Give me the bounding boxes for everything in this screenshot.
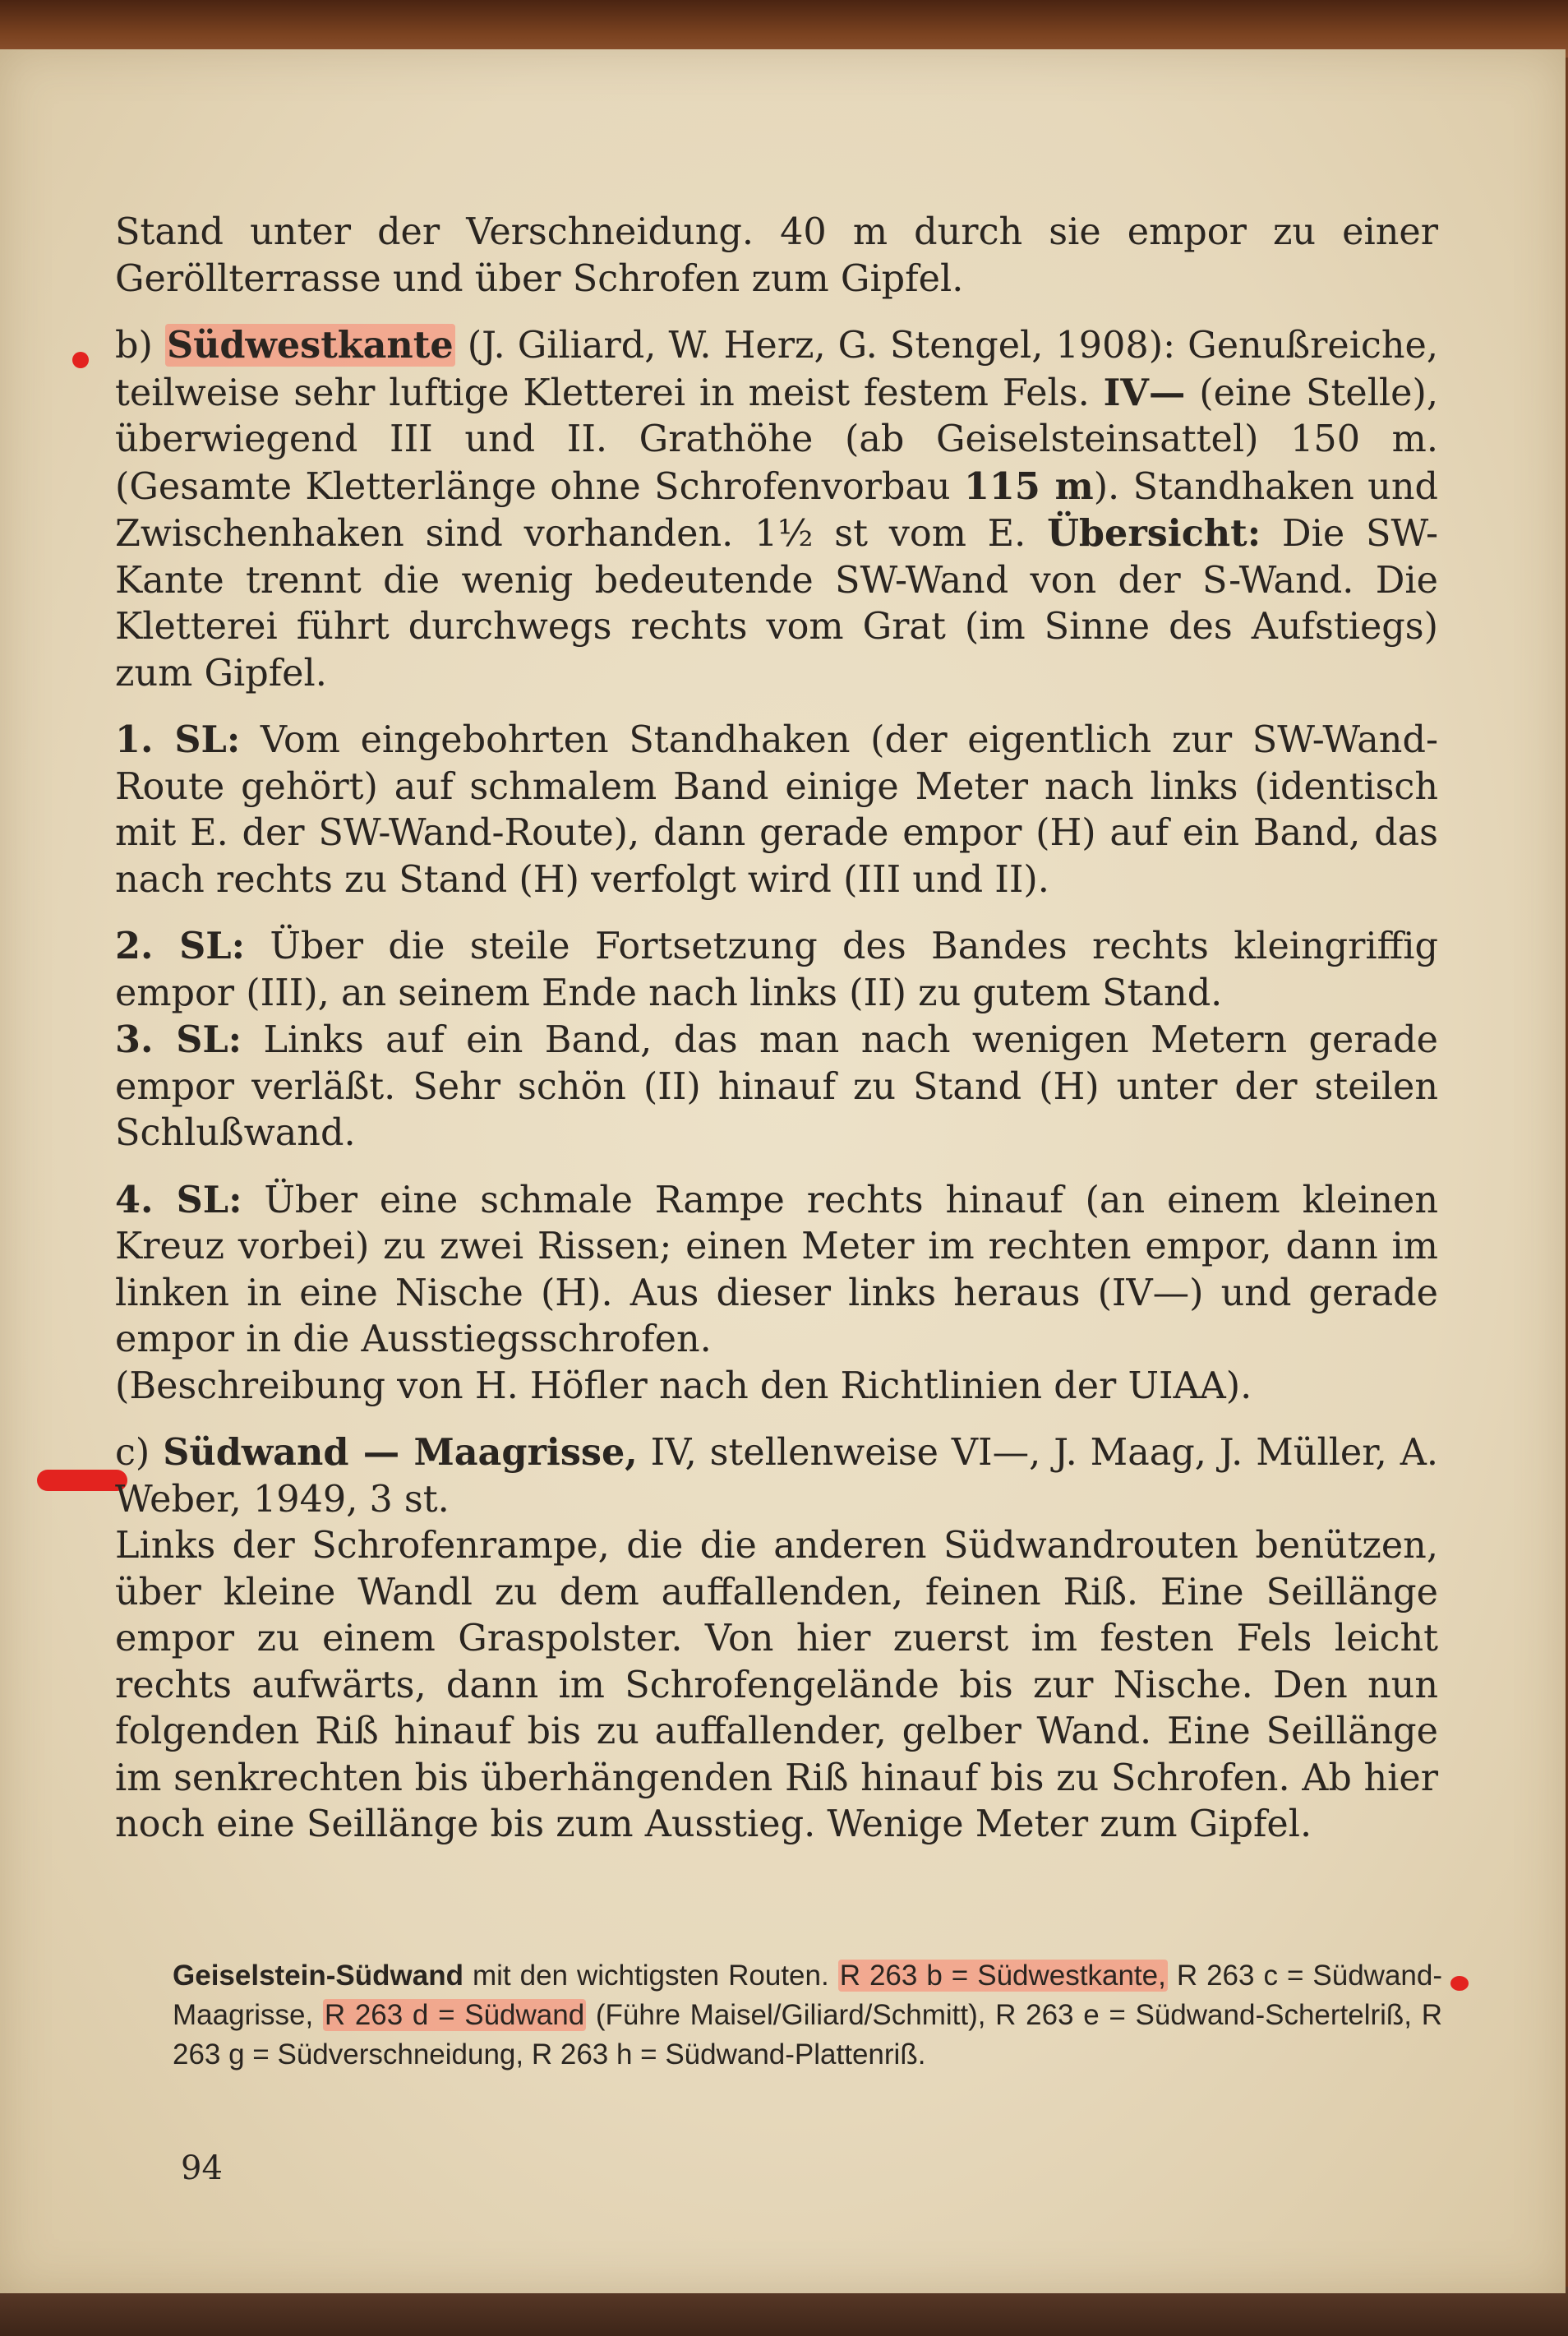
route-b-paragraph: [115, 322, 1438, 697]
route-c-header: [115, 1429, 1438, 1523]
wood-background-bottom: [0, 2287, 1568, 2336]
route-c-title: Südwand — Maagrisse,: [163, 1431, 638, 1474]
pitch-4-text: Über eine schmale Rampe rechts hinauf (an einem kleinen Kreuz vorbei) zu zwei Rissen; einen Meter im rechten empor, dann im linken in eine Nische (H). Aus dieser links heraus (IV—) und gerade empor in die Ausstiegsschrofen.: [115, 1179, 1438, 1360]
figure-caption: [173, 1956, 1442, 2075]
overview-label: Übersicht:: [1047, 512, 1261, 555]
source-note: (Beschreibung von H. Höfler nach den Richtlinien der UIAA).: [115, 1364, 1252, 1407]
route-description-text: [115, 210, 1438, 1849]
pitch-1-label: 1. SL:: [115, 718, 241, 761]
caption-text-2: R 263 c = Südwand-Maagrisse,: [173, 1960, 1442, 2031]
pitch-3-text: Links auf ein Band, das man nach wenigen Metern gerade empor verläßt. Sehr schön (II) hinauf zu Stand (H) unter der steilen Schlußwand.: [115, 1019, 1438, 1154]
route-b-prefix: b): [115, 325, 153, 367]
pitch-3: [115, 1017, 1438, 1157]
route-c-prefix: c): [115, 1432, 150, 1474]
intro-paragraph: Stand unter der Verschneidung. 40 m durch sie empor zu einer Geröllterrasse und über Schrofen zum Gipfel.: [115, 211, 1438, 300]
route-b-title: Südwestkante: [166, 324, 454, 367]
route-b-body3: ). Standhaken und Zwischenhaken sind vorhanden. 1½ st vom E.: [115, 465, 1438, 555]
pitch-4-label: 4. SL:: [115, 1178, 242, 1221]
pitch-4: [115, 1177, 1438, 1364]
red-marker-stroke-c: [37, 1470, 127, 1491]
caption-ref-d: R 263 d = Südwand: [324, 1999, 585, 2031]
caption-title: Geiselstein-Südwand: [173, 1960, 463, 1992]
pitch-2: [115, 923, 1438, 1017]
red-marker-dot-caption: [1450, 1976, 1469, 1991]
page-number: 94: [181, 2149, 223, 2187]
route-b-length: 115 m: [963, 464, 1094, 508]
pitch-1-text: Vom eingebohrten Standhaken (der eigentlich zur SW-Wand-Route gehört) auf schmalem Band einige Meter nach links (identisch mit E. der SW-Wand-Route), dann gerade empor (H) auf ein Band, das nach rechts zu Stand (H) verfolgt wird (III und II).: [115, 719, 1438, 901]
caption-text-3: (Führe Maisel/Giliard/Schmitt), R 263 e = Südwand-Schertelriß, R 263 g = Südverschneidung, R 263 h = Südwand-Plattenriß.: [173, 1999, 1443, 2071]
pitch-2-label: 2. SL:: [115, 925, 246, 967]
route-b-body2: (eine Stelle), überwiegend III und II. Grathöhe (ab Geiselsteinsattel) 150 m. (Gesamte Kletterlänge ohne Schrofenvorbau: [115, 372, 1438, 508]
route-c-body: Links der Schrofenrampe, die die anderen Südwandrouten benützen, über kleine Wandl zu dem auffallenden, feinen Riß. Eine Seillänge empor zu einem Graspolster. Von hier zuerst im festen Fels leicht rechts aufwärts, dann im Schrofengelände bis zur Nische. Den nun folgenden Riß hinauf bis zu auffallender, gelber Wand. Eine Seillänge im senkrechten bis überhängenden Riß hinauf bis zu Schrofen. Ab hier noch eine Seillänge bis zum Ausstieg. Wenige Meter zum Gipfel.: [115, 1525, 1438, 1845]
caption-ref-b: R 263 b = Südwestkante,: [839, 1960, 1166, 1992]
caption-text-1: mit den wichtigsten Routen.: [463, 1960, 838, 1992]
route-b-grade: IV—: [1103, 371, 1186, 414]
route-b-body: (J. Giliard, W. Herz, G. Stengel, 1908): Genußreiche, teilweise sehr luftige Kletterei in meist festem Fels.: [115, 325, 1438, 414]
pitch-2-text: Über die steile Fortsetzung des Bandes rechts kleingriffig empor (III), an seinem Ende nach links (II) zu gutem Stand.: [115, 926, 1438, 1014]
pitch-3-label: 3. SL:: [115, 1018, 242, 1061]
overview-text: Die SW-Kante trennt die wenig bedeutende SW-Wand von der S-Wand. Die Kletterei führt durchwegs rechts vom Grat (im Sinne des Aufstiegs) zum Gipfel.: [115, 513, 1438, 695]
route-c-header-rest: IV, stellenweise VI—, J. Maag, J. Müller, A. Weber, 1949, 3 st.: [115, 1432, 1438, 1521]
red-marker-dot-b: [72, 352, 89, 368]
pitch-1: [115, 717, 1438, 903]
